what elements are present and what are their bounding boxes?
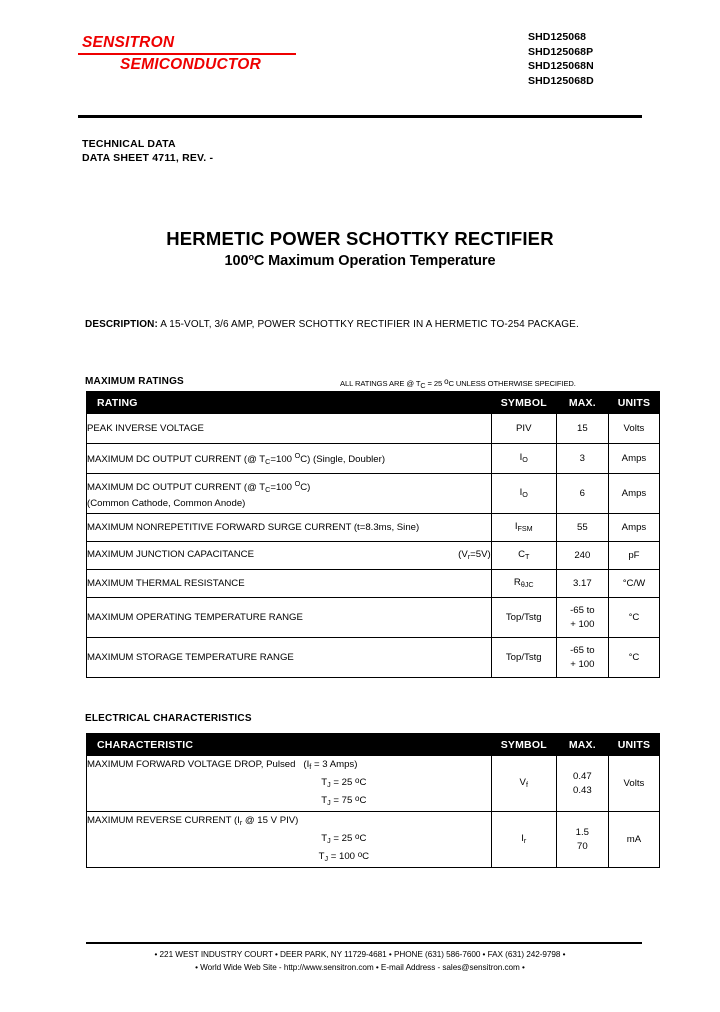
table-row — [87, 542, 660, 570]
page-subtitle — [0, 252, 720, 269]
cell-symbol: $V_f$ — [491, 756, 556, 812]
table-row — [87, 638, 660, 678]
page-title: HERMETIC POWER SCHOTTKY RECTIFIER — [166, 228, 554, 249]
description-text: A 15-VOLT, 3/6 AMP, POWER SCHOTTKY RECTIFIER IN A HERMETIC TO-254 PACKAGE. — [160, 319, 579, 330]
cell-condition: $T_J = 25$ $^o$C — [321, 831, 367, 845]
cell-rating: MAXIMUM DC OUTPUT CURRENT (@ $T_C=100$ $^O$C) (Common Cathode, Common Anode) — [87, 474, 492, 514]
maximum-ratings-heading: MAXIMUM RATINGS — [85, 376, 184, 387]
footer-web-line: • World Wide Web Site - http://www.sensitron.com • E-mail Address - sales@sensitron.com • — [195, 963, 525, 972]
max-value: 1.5 — [575, 826, 590, 838]
cell-characteristic: MAXIMUM FORWARD VOLTAGE DROP, Pulsed ($I_f = 3$ Amps) $T_J = 25$ $^o$C $T_J = 75$ $^o$C — [87, 756, 492, 812]
cell-units: mA — [608, 812, 659, 868]
subtitle-text: C Maximum Operation Temperature — [253, 253, 496, 269]
cell-units: pF — [608, 542, 659, 570]
cell-rating: MAXIMUM NONREPETITIVE FORWARD SURGE CURRENT (t=8.3ms, Sine) — [87, 514, 492, 542]
footer-address-line: • 221 WEST INDUSTRY COURT • DEER PARK, NY 11729-4681 • PHONE (631) 586-7600 • FAX (631) 242-9798 • — [154, 950, 566, 959]
table-header-row — [87, 392, 660, 414]
table-row — [87, 414, 660, 444]
cell-max: -65 to + 100 — [556, 638, 608, 678]
table-row — [87, 474, 660, 514]
electrical-characteristics-heading: ELECTRICAL CHARACTERISTICS — [85, 713, 252, 724]
column-header-units: UNITS — [608, 734, 659, 756]
part-number: SHD125068N — [528, 60, 594, 73]
degree-symbol: o — [248, 252, 254, 262]
footer-divider — [86, 942, 642, 944]
column-header-max: MAX. — [556, 392, 608, 414]
column-header-symbol: SYMBOL — [491, 392, 556, 414]
cell-rating: MAXIMUM OPERATING TEMPERATURE RANGE — [87, 598, 492, 638]
part-number: SHD125068D — [528, 74, 594, 87]
column-header-units: UNITS — [608, 392, 659, 414]
cell-symbol: $I_r$ — [491, 812, 556, 868]
cell-units: Amps — [608, 444, 659, 474]
table-row — [87, 570, 660, 598]
column-header-characteristic: CHARACTERISTIC — [87, 734, 492, 756]
column-header-max: MAX. — [556, 734, 608, 756]
part-number: SHD125068 — [528, 31, 587, 43]
logo-underline — [78, 53, 296, 55]
table-row — [87, 812, 660, 868]
table-row — [87, 598, 660, 638]
cell-rating: MAXIMUM THERMAL RESISTANCE — [87, 570, 492, 598]
cell-max: 6 — [556, 474, 608, 514]
cell-symbol: $C_T$ — [491, 542, 556, 570]
cell-symbol: PIV — [491, 414, 556, 444]
column-header-rating: RATING — [87, 392, 492, 414]
cell-condition: $T_J = 25$ $^o$C — [321, 775, 367, 789]
cell-units: °C — [608, 598, 659, 638]
cell-units: Amps — [608, 474, 659, 514]
cell-symbol: $R_{\theta JC}$ — [491, 570, 556, 598]
cell-condition: $T_J = 100$ $^o$C — [318, 849, 370, 863]
header-divider — [78, 115, 642, 118]
electrical-characteristics-table — [86, 733, 660, 868]
cell-rating: MAXIMUM STORAGE TEMPERATURE RANGE — [87, 638, 492, 678]
cell-max — [556, 756, 608, 812]
description-paragraph — [85, 318, 636, 332]
maximum-ratings-note: ALL RATINGS ARE @ $T_C = 25$ oC UNLESS OTHERWISE SPECIFIED. — [340, 377, 576, 390]
logo-line-sensitron: SENSITRON — [82, 34, 175, 51]
cell-max: 3.17 — [556, 570, 608, 598]
cell-max: 15 — [556, 414, 608, 444]
page-footer — [0, 948, 720, 974]
cell-symbol: $I_O$ — [491, 474, 556, 514]
part-number-list — [442, 30, 642, 88]
max-value: 70 — [577, 840, 588, 852]
company-logo — [78, 34, 368, 74]
cell-units: °C/W — [608, 570, 659, 598]
table-row — [87, 514, 660, 542]
page-header — [78, 30, 642, 110]
cell-max — [556, 812, 608, 868]
cell-rating-condition: $(V_r=5V)$ — [458, 548, 491, 561]
maximum-ratings-table — [86, 391, 660, 678]
column-header-symbol: SYMBOL — [491, 734, 556, 756]
technical-data-label: TECHNICAL DATA — [82, 138, 176, 150]
cell-rating: MAXIMUM DC OUTPUT CURRENT (@ $T_C=100$ $^O$C) (Single, Doubler) — [87, 444, 492, 474]
cell-units: Amps — [608, 514, 659, 542]
cell-units: Volts — [608, 414, 659, 444]
cell-max: -65 to + 100 — [556, 598, 608, 638]
description-label: DESCRIPTION: — [85, 319, 158, 330]
cell-rating — [87, 542, 492, 570]
table-row — [87, 756, 660, 812]
cell-units: °C — [608, 638, 659, 678]
table-header-row — [87, 734, 660, 756]
cell-symbol: Top/Tstg — [491, 638, 556, 678]
cell-symbol: Top/Tstg — [491, 598, 556, 638]
logo-line-semiconductor: SEMICONDUCTOR — [120, 56, 261, 73]
table-row — [87, 444, 660, 474]
cell-symbol: $I_O$ — [491, 444, 556, 474]
cell-characteristic: MAXIMUM REVERSE CURRENT ($I_r$ @ 15 V PIV) $T_J = 25$ $^o$C $T_J = 100$ $^o$C — [87, 812, 492, 868]
max-value: 0.47 — [573, 770, 592, 782]
subtitle-value: 100 — [224, 253, 249, 269]
data-sheet-revision: DATA SHEET 4711, REV. - — [82, 151, 214, 164]
cell-rating-text: MAXIMUM JUNCTION CAPACITANCE — [87, 548, 255, 560]
cell-max: 3 — [556, 444, 608, 474]
cell-symbol: $I_{FSM}$ — [491, 514, 556, 542]
technical-data-block — [82, 138, 213, 165]
cell-max: 55 — [556, 514, 608, 542]
max-value: 0.43 — [573, 784, 592, 796]
part-number: SHD125068P — [528, 45, 594, 58]
cell-units: Volts — [608, 756, 659, 812]
cell-max: 240 — [556, 542, 608, 570]
cell-condition: $T_J = 75$ $^o$C — [321, 793, 367, 807]
cell-rating: PEAK INVERSE VOLTAGE — [87, 414, 492, 444]
